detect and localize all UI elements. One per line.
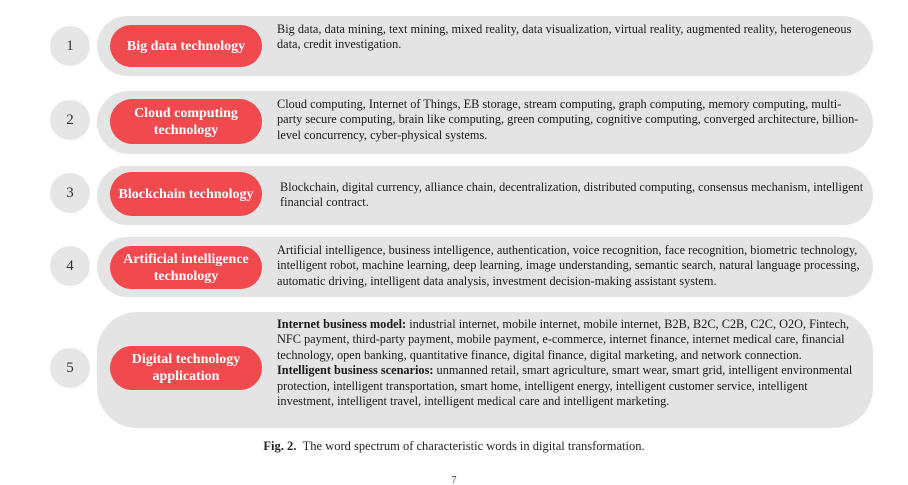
characteristic-words: Artificial intelligence, business intelligence, authentication, voice recognition, face recognition, biometric technology, intelligent robot, machine learning, deep learning, image understanding, semantic search, natural language processing, automatic driving, intelligent data analysis, investment decision-making assistant system. xyxy=(277,243,860,288)
category-pill: Digital technology application xyxy=(110,346,262,390)
category-pill: Big data technology xyxy=(110,25,262,67)
category-pill: Cloud computing technology xyxy=(110,99,262,144)
section-heading: Internet business model: xyxy=(277,317,407,331)
characteristic-words: Cloud computing, Internet of Things, EB storage, stream computing, graph computing, memory computing, multi-party secure computing, brain like computing, green computing, cognitive computing, converged architecture, billion-level concurrency, cyber-physical systems. xyxy=(277,97,859,142)
row-number: 1 xyxy=(50,26,90,66)
section-heading: Intelligent business scenarios: xyxy=(277,363,434,378)
characteristic-words xyxy=(277,317,861,409)
category-pill: Blockchain technology xyxy=(110,172,262,216)
page-number: 7 xyxy=(451,475,457,485)
section-words: unmanned retail, smart agriculture, smart wear, smart grid, intelligent environmental protection, intelligent transportation, smart home, intelligent energy, intelligent customer service, intelligent investment, intelligent travel, intelligent medical care and intelligent marketing. xyxy=(277,363,853,409)
section-words: industrial internet, mobile internet, mobile internet, B2B, B2C, C2B, C2C, O2O, Fintech, NFC payment, third-party payment, mobile payment, e-commerce, internet finance, internet medical care, financial technology, open banking, quantitative finance, digital finance, digital marketing, and network connection. xyxy=(277,317,850,362)
figure-caption xyxy=(0,439,908,454)
characteristic-words: Big data, data mining, text mining, mixed reality, data visualization, virtual reality, augmented reality, heterogeneous data, credit investigation. xyxy=(277,22,852,52)
row-number: 4 xyxy=(50,246,90,286)
figure-caption-text: The word spectrum of characteristic words in digital transformation. xyxy=(302,439,645,453)
characteristic-words: Blockchain, digital currency, alliance chain, decentralization, distributed computing, consensus mechanism, intelligent financial contract. xyxy=(280,180,864,210)
category-pill: Artificial intelligence technology xyxy=(110,246,262,289)
row-number: 5 xyxy=(50,348,90,388)
row-number: 2 xyxy=(50,100,90,140)
row-number: 3 xyxy=(50,173,90,213)
figure-label: Fig. 2. xyxy=(263,439,297,453)
